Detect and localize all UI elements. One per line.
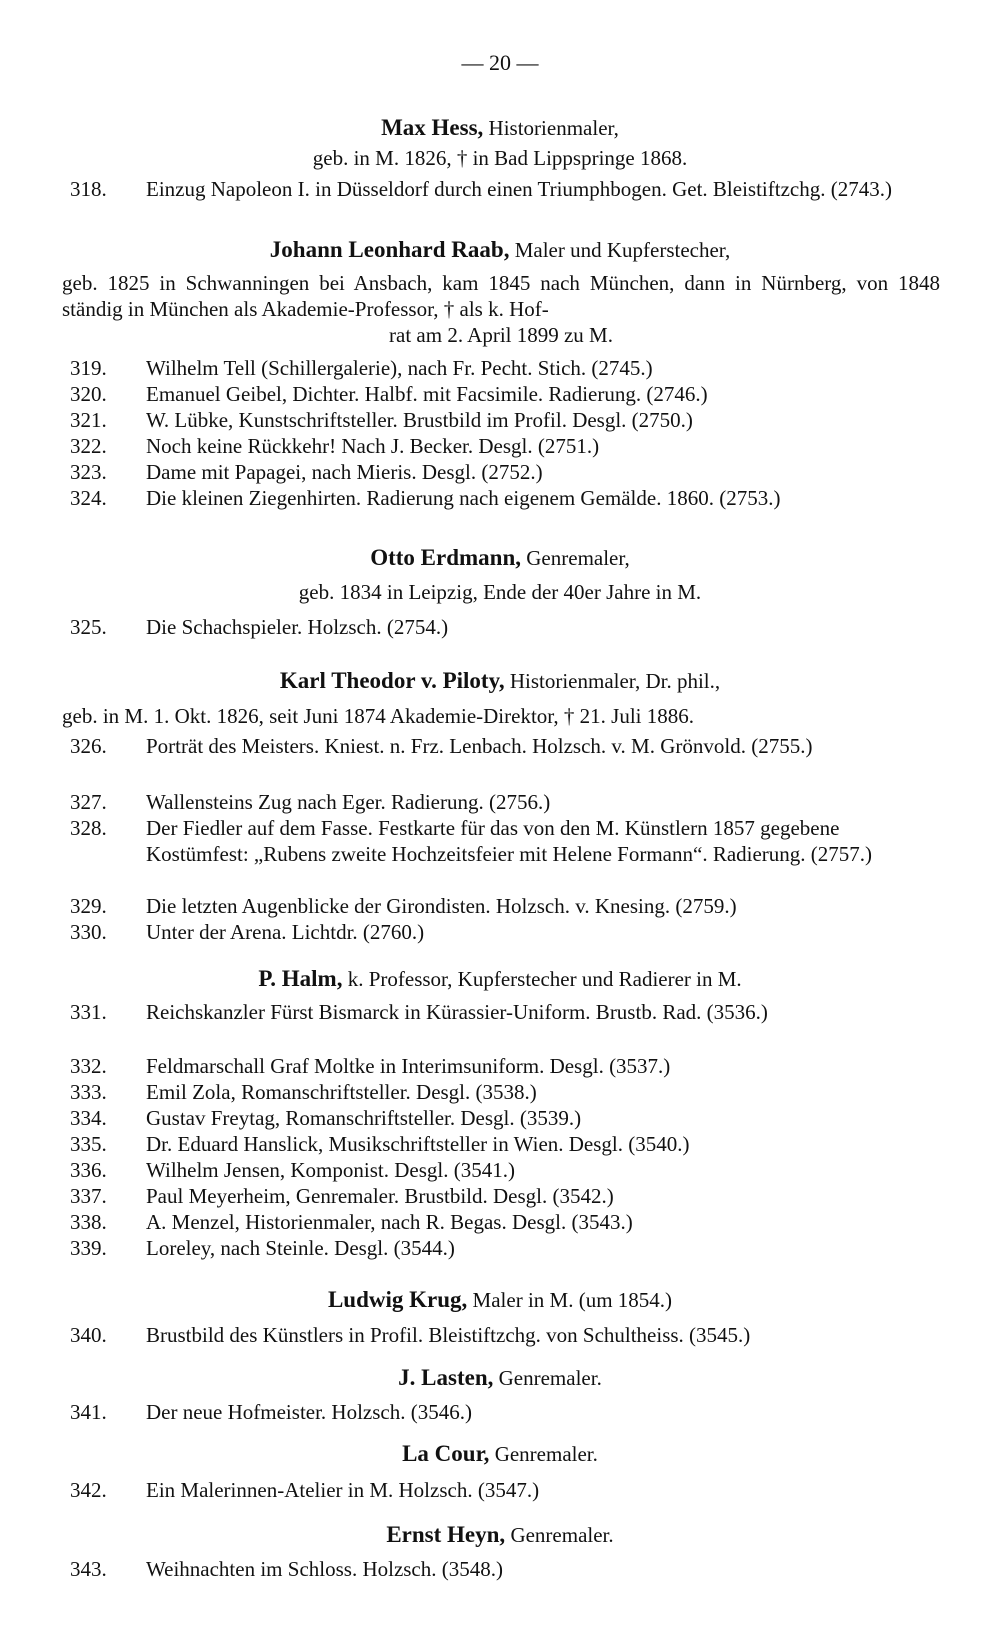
catalog-entry: 334. Gustav Freytag, Romanschriftsteller. Desgl. (3539.) (70, 1106, 582, 1130)
artist-heading: Max Hess, Historienmaler, (381, 115, 619, 140)
artist-bio: geb. 1825 in Schwanningen bei Ansbach, kam 1845 nach München, dann in Nürnberg, von 1848 ständig in München als Akademie-Professor, † als k. Hof- rat am 2. April 1899 zu M. (62, 271, 940, 347)
catalog-entry: 341. Der neue Hofmeister. Holzsch. (3546.) (70, 1400, 472, 1424)
catalog-entry: 319. Wilhelm Tell (Schillergalerie), nach Fr. Pecht. Stich. (2745.) (70, 356, 653, 380)
artist-heading: La Cour, Genremaler. (402, 1441, 598, 1466)
catalog-entry: 332. Feldmarschall Graf Moltke in Interimsuniform. Desgl. (3537.) (70, 1054, 671, 1078)
catalog-entry: 329. Die letzten Augenblicke der Girondisten. Holzsch. v. Knesing. (2759.) (70, 894, 737, 918)
catalog-entry: 335. Dr. Eduard Hanslick, Musikschriftsteller in Wien. Desgl. (3540.) (70, 1132, 690, 1156)
artist-heading: Ludwig Krug, Maler in M. (um 1854.) (327, 1287, 673, 1312)
artist-bio: geb. 1834 in Leipzig, Ende der 40er Jahre in M. (298, 580, 702, 604)
catalog-entry: 331. Reichskanzler Fürst Bismarck in Kürassier-Uniform. Brustb. Rad. (3536.) (70, 1000, 768, 1024)
catalog-entry: 343. Weihnachten im Schloss. Holzsch. (3548.) (70, 1557, 503, 1581)
catalog-entry: 322. Noch keine Rückkehr! Nach J. Becker. Desgl. (2751.) (70, 434, 600, 458)
catalog-entry: 339. Loreley, nach Steinle. Desgl. (3544.) (70, 1236, 455, 1260)
artist-heading: Otto Erdmann, Genremaler, (370, 545, 630, 570)
catalog-entry: 333. Emil Zola, Romanschriftsteller. Desgl. (3538.) (70, 1080, 537, 1104)
page-number: — 20 — (461, 50, 539, 75)
catalog-entry: 328. Der Fiedler auf dem Fasse. Festkarte für das von den M. Künstlern 1857 gegebene Kostümfest: „Rubens zweite Hochzeitsfeier mit Helene Formann“. Radierung. (2757.) (70, 816, 873, 866)
catalog-entry: 327. Wallensteins Zug nach Eger. Radierung. (2756.) (70, 790, 551, 814)
artist-heading: P. Halm, k. Professor, Kupferstecher und Radierer in M. (258, 966, 742, 991)
catalog-entry: 325. Die Schachspieler. Holzsch. (2754.) (70, 615, 449, 639)
artist-heading: Karl Theodor v. Piloty, Historienmaler, Dr. phil., (279, 668, 721, 693)
artist-bio: geb. in M. 1. Okt. 1826, seit Juni 1874 Akademie-Direktor, † 21. Juli 1886. (62, 704, 695, 728)
artist-heading: J. Lasten, Genremaler. (398, 1365, 602, 1390)
artist-heading: Johann Leonhard Raab, Maler und Kupferstecher, (269, 237, 731, 262)
catalog-entry: 321. W. Lübke, Kunstschriftsteller. Brustbild im Profil. Desgl. (2750.) (70, 408, 693, 432)
catalog-entry: 340. Brustbild des Künstlers in Profil. Bleistiftzchg. von Schultheiss. (3545.) (70, 1323, 751, 1347)
catalog-entry: 326. Porträt des Meisters. Kniest. n. Frz. Lenbach. Holzsch. v. M. Grönvold. (2755.) (70, 734, 813, 758)
artist-bio: geb. in M. 1826, † in Bad Lippspringe 1868. (312, 146, 688, 170)
catalog-entry: 342. Ein Malerinnen-Atelier in M. Holzsch. (3547.) (70, 1478, 540, 1502)
catalog-entry: 320. Emanuel Geibel, Dichter. Halbf. mit Facsimile. Radierung. (2746.) (70, 382, 708, 406)
catalog-entry: 318. Einzug Napoleon I. in Düsseldorf durch einen Triumphbogen. Get. Bleistiftzchg. (2743.) (70, 177, 892, 201)
catalog-entry: 330. Unter der Arena. Lichtdr. (2760.) (70, 920, 425, 944)
catalog-entry: 324. Die kleinen Ziegenhirten. Radierung nach eigenem Gemälde. 1860. (2753.) (70, 486, 781, 510)
catalog-entry: 336. Wilhelm Jensen, Komponist. Desgl. (3541.) (70, 1158, 515, 1182)
catalog-entry: 338. A. Menzel, Historienmaler, nach R. Begas. Desgl. (3543.) (70, 1210, 633, 1234)
catalog-entry: 323. Dame mit Papagei, nach Mieris. Desgl. (2752.) (70, 460, 543, 484)
catalog-entry: 337. Paul Meyerheim, Genremaler. Brustbild. Desgl. (3542.) (70, 1184, 614, 1208)
artist-heading: Ernst Heyn, Genremaler. (386, 1522, 614, 1547)
